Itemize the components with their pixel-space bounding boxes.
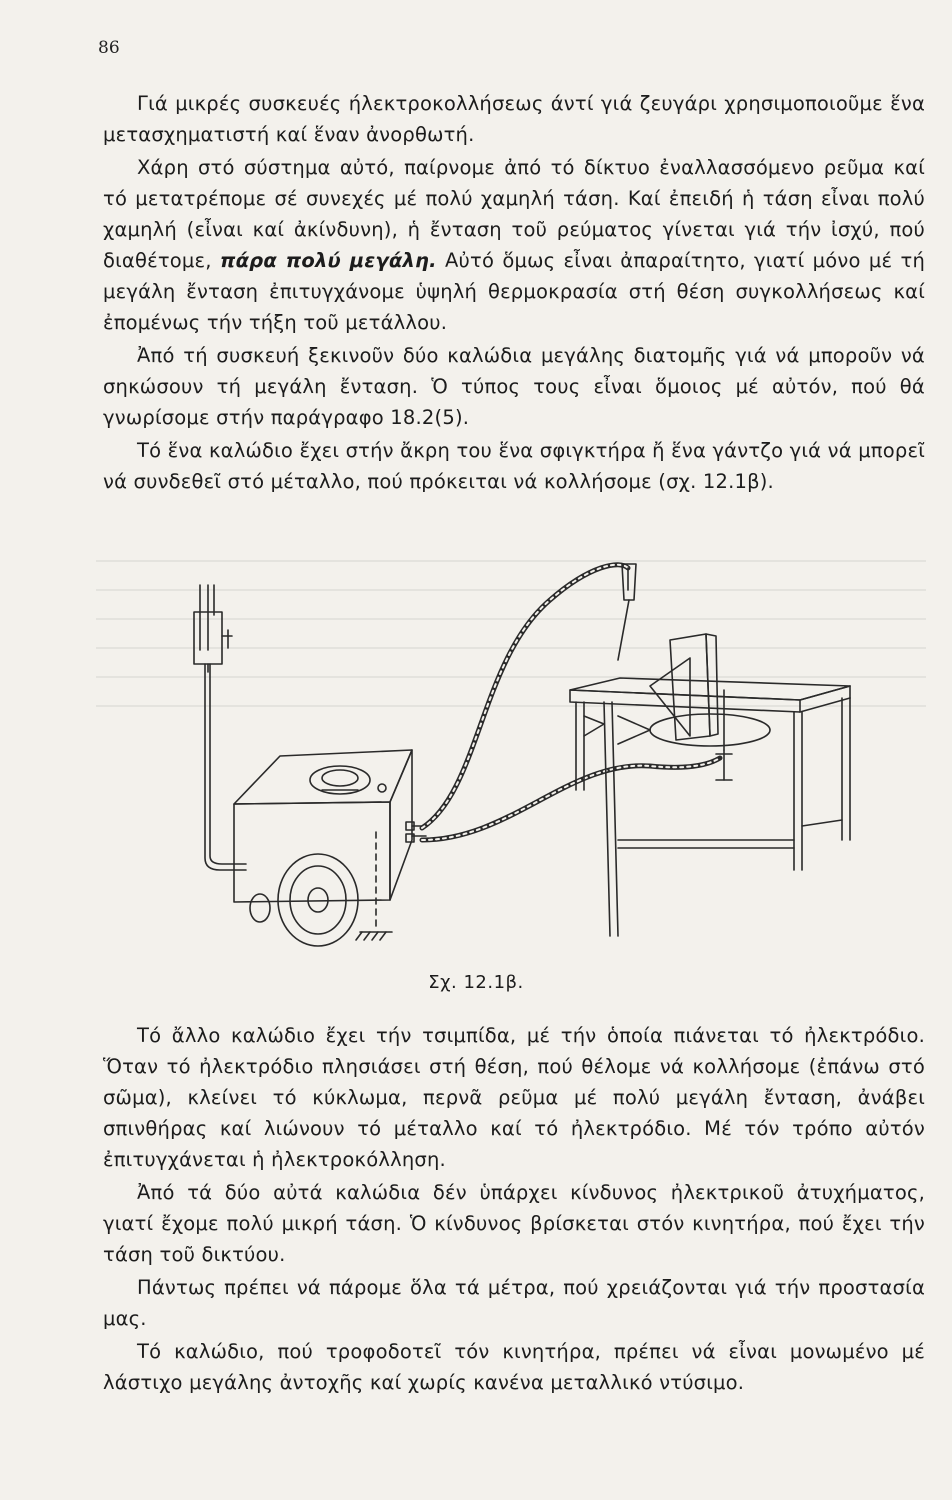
body-text-top <box>103 88 925 497</box>
paragraph: Πάντως πρέπει νά πάρομε ὅλα τά μέτρα, πού χρειάζονται γιά τήν προστασία μας. <box>103 1276 925 1330</box>
figure-caption: Σχ. 12.1β. <box>428 972 524 993</box>
power-cable <box>205 664 246 870</box>
welding-machine <box>234 750 426 946</box>
page-number: 86 <box>98 38 120 58</box>
ground-cable <box>422 758 720 840</box>
body-text-bottom <box>103 1020 925 1398</box>
paragraph: Ἀπό τά δύο αὐτά καλώδια δέν ὑπάρχει κίνδυνος ἠλεκτρικοῦ ἀτυχήματος, γιατί ἔχομε πολύ μικρή τάση. Ὁ κίνδυνος βρίσκεται στόν κινητήρα, πού ἔχει τήν τάση τοῦ δικτύου. <box>103 1181 925 1266</box>
paragraph: Τό καλώδιο, πού τροφοδοτεῖ τόν κινητήρα, πρέπει νά εἶναι μονωμένο μέ λάστιχο μεγάλης ἀντοχῆς καί χωρίς κανένα μεταλλικό ντύσιμο. <box>103 1340 925 1394</box>
paragraph: Τό ἄλλο καλώδιο ἔχει τήν τσιμπίδα, μέ τήν ὁποία πιάνεται τό ἠλεκτρόδιο. Ὅταν τό ἠλεκτρόδιο πλησιάσει στή θέση, πού θέλομε νά κολλήσομε (ἐπάνω στό σῶμα), κλείνει τό κύκλωμα, περνᾶ ρεῦμα μέ πολύ μεγάλη ἔνταση, ἀνάβει σπινθήρας καί λιώνουν τό μέταλλο καί τό ἠλεκτρόδιο. Μέ τόν τρόπο αὐτόν ἐπιτυγχάνεται ἡ ἠλεκτροκόλληση. <box>103 1024 925 1171</box>
paragraph: Τό ἕνα καλώδιο ἔχει στήν ἄκρη του ἕνα σφιγκτήρα ἤ ἕνα γάντζο γιά νά μπορεῖ νά συνδεθεῖ στό μέταλλο, πού πρόκειται νά κολλήσομε (σχ. 12.1β). <box>103 439 925 493</box>
electrode-cable <box>422 564 636 828</box>
emphasis-text: πάρα πολύ μεγάλη. <box>219 249 437 272</box>
paragraph: Ἀπό τή συσκευή ξεκινοῦν δύο καλώδια μεγάλης διατομῆς γιά νά μποροῦν νά σηκώσουν τή μεγάλη ἔνταση. Ὁ τύπος τους εἶναι ὅμοιος μέ αὐτόν, πού θά γνωρίσομε στήν παράγραφο 18.2(5). <box>103 344 925 429</box>
welding-table <box>570 634 850 936</box>
welding-setup-figure <box>150 540 870 980</box>
paragraph: Γιά μικρές συσκευές ήλεκτροκολλήσεως άντί γιά ζευγάρι χρησιμοποιοῦμε ἕνα μετασχηματιστή καί ἕναν ἀνορθωτή. <box>103 92 925 146</box>
supply-wires <box>200 585 214 650</box>
paragraph: Χάρη στό σύστημα αὐτό, παίρνομε ἀπό τό δίκτυο ἐναλλασσόμενο ρεῦμα καί τό μετατρέπομε σέ συνεχές μέ πολύ χαμηλή τάση. Καί ἐπειδή ἡ τάση εἶναι πολύ χαμηλή (εἶναι καί ἀκίνδυνη), ἡ ἔνταση τοῦ ρεύματος γίνεται γιά τήν ἰσχύ, πού διαθέτομε, πάρα πολύ μεγάλη. Αὐτό ὅμως εἶναι ἀπαραίτητο, γιατί μόνο μέ τή μεγάλη ἔνταση ἐπιτυγχάνομε ὑψηλή θερμοκρασία στή θέση συγκολλήσεως καί ἐπομένως τήν τήξη τοῦ μετάλλου. <box>103 156 925 334</box>
